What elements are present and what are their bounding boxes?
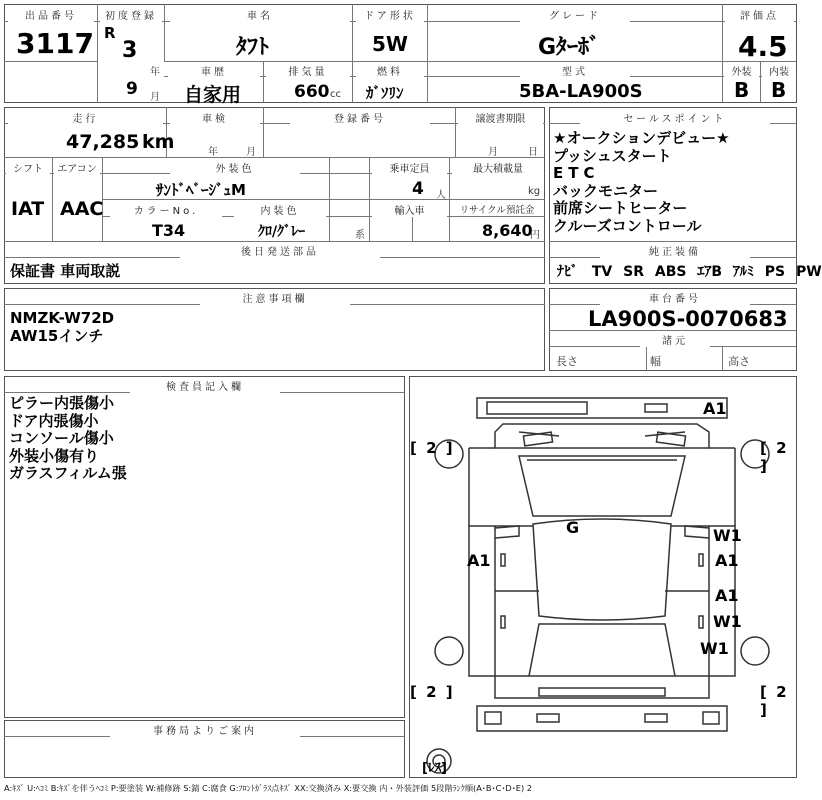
sales-point-item: クルーズコントロール xyxy=(553,216,702,235)
equipment-label: 純正装備 xyxy=(600,243,750,258)
sales-points-label: セールスポイント xyxy=(580,110,770,125)
specs-label: 諸元 xyxy=(640,332,710,347)
tire-rear-right-bracket: [ 2 ] xyxy=(760,683,789,719)
inspector-line: ピラー内張傷小 xyxy=(9,394,115,412)
legend-text: A:ｷｽﾞ U:ﾍｺﾐ B:ｷｽﾞを伴うﾍｺﾐ P:要塗装 W:補修跡 S:錆 C:腐食 G:ﾌﾛﾝﾄｶﾞﾗｽ点ｷｽﾞ XX:交換済み X:要交換 内・外装評価 5段階ﾗﾝｸ順(A･B･C･D･E) 2 xyxy=(4,783,532,793)
transfer-month-unit: 月 xyxy=(488,147,498,158)
displacement-label: 排気量 xyxy=(266,63,350,78)
notes-list xyxy=(10,310,114,345)
capacity-label: 乗車定員 xyxy=(372,160,447,175)
ac: AAC xyxy=(60,198,104,220)
reg-month: 9 xyxy=(126,79,138,99)
ext-grade: B xyxy=(734,78,750,102)
sales-point-item: ★オークションデビュー★ xyxy=(553,129,730,147)
damage-right-front-door-a1: A1 xyxy=(715,551,739,570)
inspector-line: ドア内張傷小 xyxy=(9,411,99,430)
ext-grade-label: 外装 xyxy=(724,63,759,78)
inspector-notes xyxy=(9,395,127,483)
history: 自家用 xyxy=(184,84,242,106)
reg-year: 3 xyxy=(122,38,138,63)
reg-no-label: 登録番号 xyxy=(290,110,430,125)
transfer-day-unit: 日 xyxy=(528,147,538,158)
max-load-unit: kg xyxy=(528,186,541,197)
equipment-item: ﾅﾋﾞ xyxy=(557,264,578,280)
recycle: 8,640 xyxy=(482,221,533,240)
recycle-label: リサイクル預託金 xyxy=(450,202,544,216)
capacity: 4 xyxy=(412,179,424,199)
capacity-unit: 人 xyxy=(436,190,446,201)
inspection-year-unit: 年 xyxy=(208,147,218,158)
first-reg-label: 初度登録 xyxy=(100,7,162,22)
office-label: 事務局よりご案内 xyxy=(110,722,300,737)
inspector-line: 外装小傷有り xyxy=(9,446,100,465)
int-color: ｸﾛ/ｸﾞﾚｰ xyxy=(258,224,306,240)
inspection-month-unit: 月 xyxy=(246,147,256,158)
displacement-unit: cc xyxy=(330,89,341,100)
recycle-unit: 円 xyxy=(530,230,540,241)
score-label: 評価点 xyxy=(725,7,794,22)
car-diagram xyxy=(409,376,797,778)
int-grade: B xyxy=(771,78,787,102)
model-label: 型式 xyxy=(520,63,630,78)
int-color-unit: 系 xyxy=(355,230,365,241)
equipment-item: SR xyxy=(623,264,645,280)
mileage-label: 走行 xyxy=(8,110,163,125)
equipment-item: ｴｱB xyxy=(697,264,723,280)
grade: Gﾀｰﾎﾞ xyxy=(538,35,601,60)
fuel-label: 燃料 xyxy=(356,63,424,78)
ext-color-label: 外装色 xyxy=(170,160,300,175)
lot-no-label: 出品番号 xyxy=(8,7,94,22)
notes-label: 注意事項欄 xyxy=(200,290,350,305)
mileage-unit: km xyxy=(142,131,175,153)
ac-label: エアコン xyxy=(54,160,100,175)
chassis-number: LA900S-0070683 xyxy=(588,307,788,331)
sales-point-item: ETC xyxy=(553,164,600,182)
year-unit: 年 xyxy=(150,67,160,78)
model: 5BA-LA900S xyxy=(519,81,643,102)
tire-rear-left-bracket: [ 2 ] xyxy=(410,683,455,701)
inspector-line: ガラスフィルム張 xyxy=(9,464,127,482)
int-color-label: 内装色 xyxy=(234,202,326,217)
height-label: 高さ xyxy=(728,355,750,368)
later-parts: 保証書 車両取説 xyxy=(10,262,121,280)
equipment-item: TV xyxy=(591,264,613,280)
mileage: 47,285 xyxy=(66,131,140,153)
max-load-label: 最大積載量 xyxy=(452,160,544,175)
tire-front-left-bracket: [ 2 ] xyxy=(410,439,455,457)
damage-right-rear-fender-w1: W1 xyxy=(700,639,729,658)
spare-tire-label: [ﾚｽ] xyxy=(422,761,447,776)
equipment-item: PW xyxy=(796,264,822,280)
lot-no: 3117 xyxy=(16,27,94,60)
ext-color: ｻﾝﾄﾞﾍﾞｰｼﾞｭM xyxy=(156,181,246,199)
era: R xyxy=(104,24,116,42)
damage-right-rear-door-a1: A1 xyxy=(715,586,739,605)
damage-front-bumper-right: A1 xyxy=(703,399,727,418)
equipment-item: ABS xyxy=(654,264,687,280)
month-unit: 月 xyxy=(150,92,160,103)
damage-glass: G xyxy=(566,518,580,537)
equipment-item: PS xyxy=(764,264,786,280)
damage-left-door: A1 xyxy=(467,551,491,570)
displacement: 660 xyxy=(294,82,330,102)
door-label: ドア形状 xyxy=(356,7,424,22)
inspector-line: コンソール傷小 xyxy=(9,429,114,447)
equipment-item: ｱﾙﾐ xyxy=(732,264,754,280)
int-grade-label: 内装 xyxy=(762,63,796,78)
inspection-label: 車検 xyxy=(170,110,260,125)
history-label: 車歴 xyxy=(168,63,260,78)
grade-label: グレード xyxy=(520,7,630,22)
door-type: 5W xyxy=(372,32,408,56)
car-name-label: 車名 xyxy=(170,7,350,22)
note-line: AW15インチ xyxy=(10,326,104,345)
tire-front-right-bracket: [ 2 ] xyxy=(760,439,789,475)
chassis-label: 車台番号 xyxy=(600,290,750,305)
length-label: 長さ xyxy=(556,355,578,368)
shift: IAT xyxy=(11,198,45,220)
car-name: ﾀﾌﾄ xyxy=(236,35,270,60)
width-label: 幅 xyxy=(650,355,661,368)
fuel: ｶﾞｿﾘﾝ xyxy=(366,84,404,102)
damage-right-front-door-w1: W1 xyxy=(713,526,742,545)
sales-point-item: プッシュスタート xyxy=(553,146,672,165)
damage-right-rear-door-w1: W1 xyxy=(713,612,742,631)
inspector-label: 検査員記入欄 xyxy=(130,378,280,393)
equipment-list xyxy=(557,261,822,281)
transfer-label: 譲渡書期限 xyxy=(458,110,543,125)
color-no: T34 xyxy=(152,221,186,240)
sales-points-list xyxy=(553,130,730,235)
sales-point-item: 前席シートヒーター xyxy=(553,199,688,217)
shift-label: シフト xyxy=(6,160,50,175)
color-no-label: カラーNo. xyxy=(110,202,222,217)
score: 4.5 xyxy=(738,30,788,63)
note-line: NMZK-W72D xyxy=(10,309,115,327)
import-label: 輸入車 xyxy=(372,202,447,217)
sales-point-item: バックモニター xyxy=(553,181,659,200)
later-parts-label: 後日発送部品 xyxy=(180,243,380,258)
